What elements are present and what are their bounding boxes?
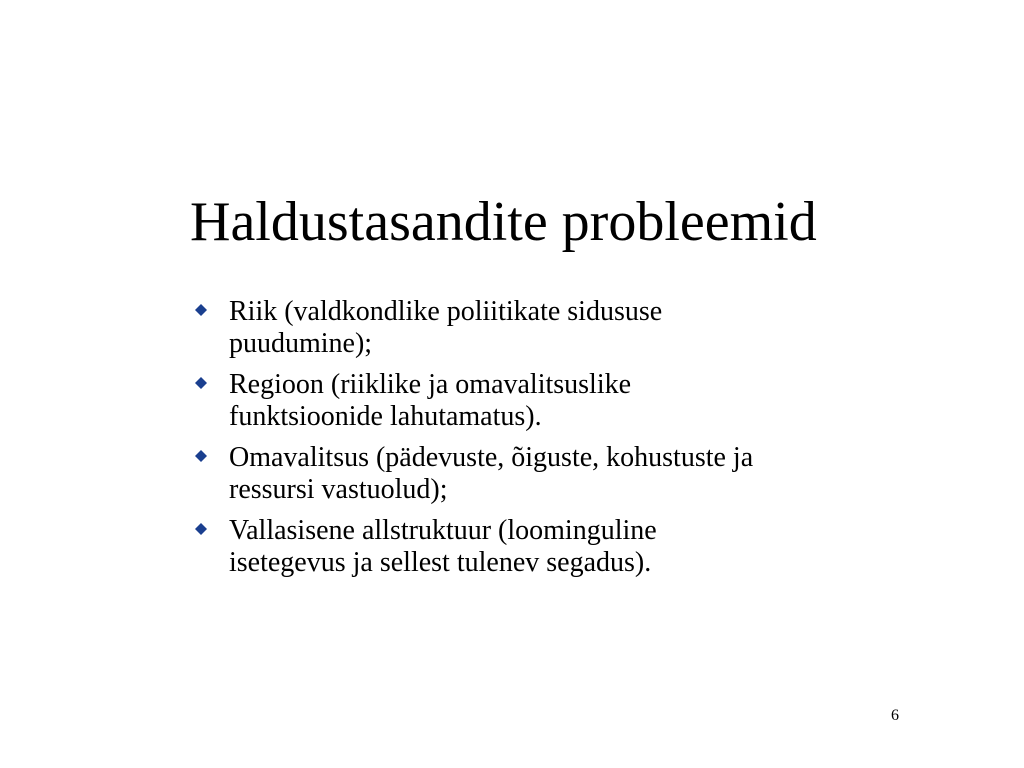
bullet-text-line: puudumine); [229,328,373,359]
list-item [193,442,893,506]
list-item [193,515,893,579]
list-item [193,296,893,360]
diamond-icon [195,450,207,462]
diamond-icon [195,523,207,535]
bullet-text-line: Vallasisene allstruktuur (loominguline [229,515,657,546]
page-number: 6 [891,707,899,724]
slide-title: Haldustasandite probleemid [190,191,817,253]
list-item [193,369,893,433]
bullet-text-line: ressursi vastuolud); [229,474,448,505]
bullet-text-line: funktsioonide lahutamatus). [229,401,542,432]
bullet-text-line: Regioon (riiklike ja omavalitsuslike [229,369,632,400]
diamond-icon [195,377,207,389]
bullet-text-line: Riik (valdkondlike poliitikate sidususe [229,296,663,327]
bullet-text-line: Omavalitsus (pädevuste, õiguste, kohustuste ja [229,442,754,473]
bullet-text-line: isetegevus ja sellest tulenev segadus). [229,547,652,578]
bullet-list [193,296,893,588]
diamond-icon [195,304,207,316]
